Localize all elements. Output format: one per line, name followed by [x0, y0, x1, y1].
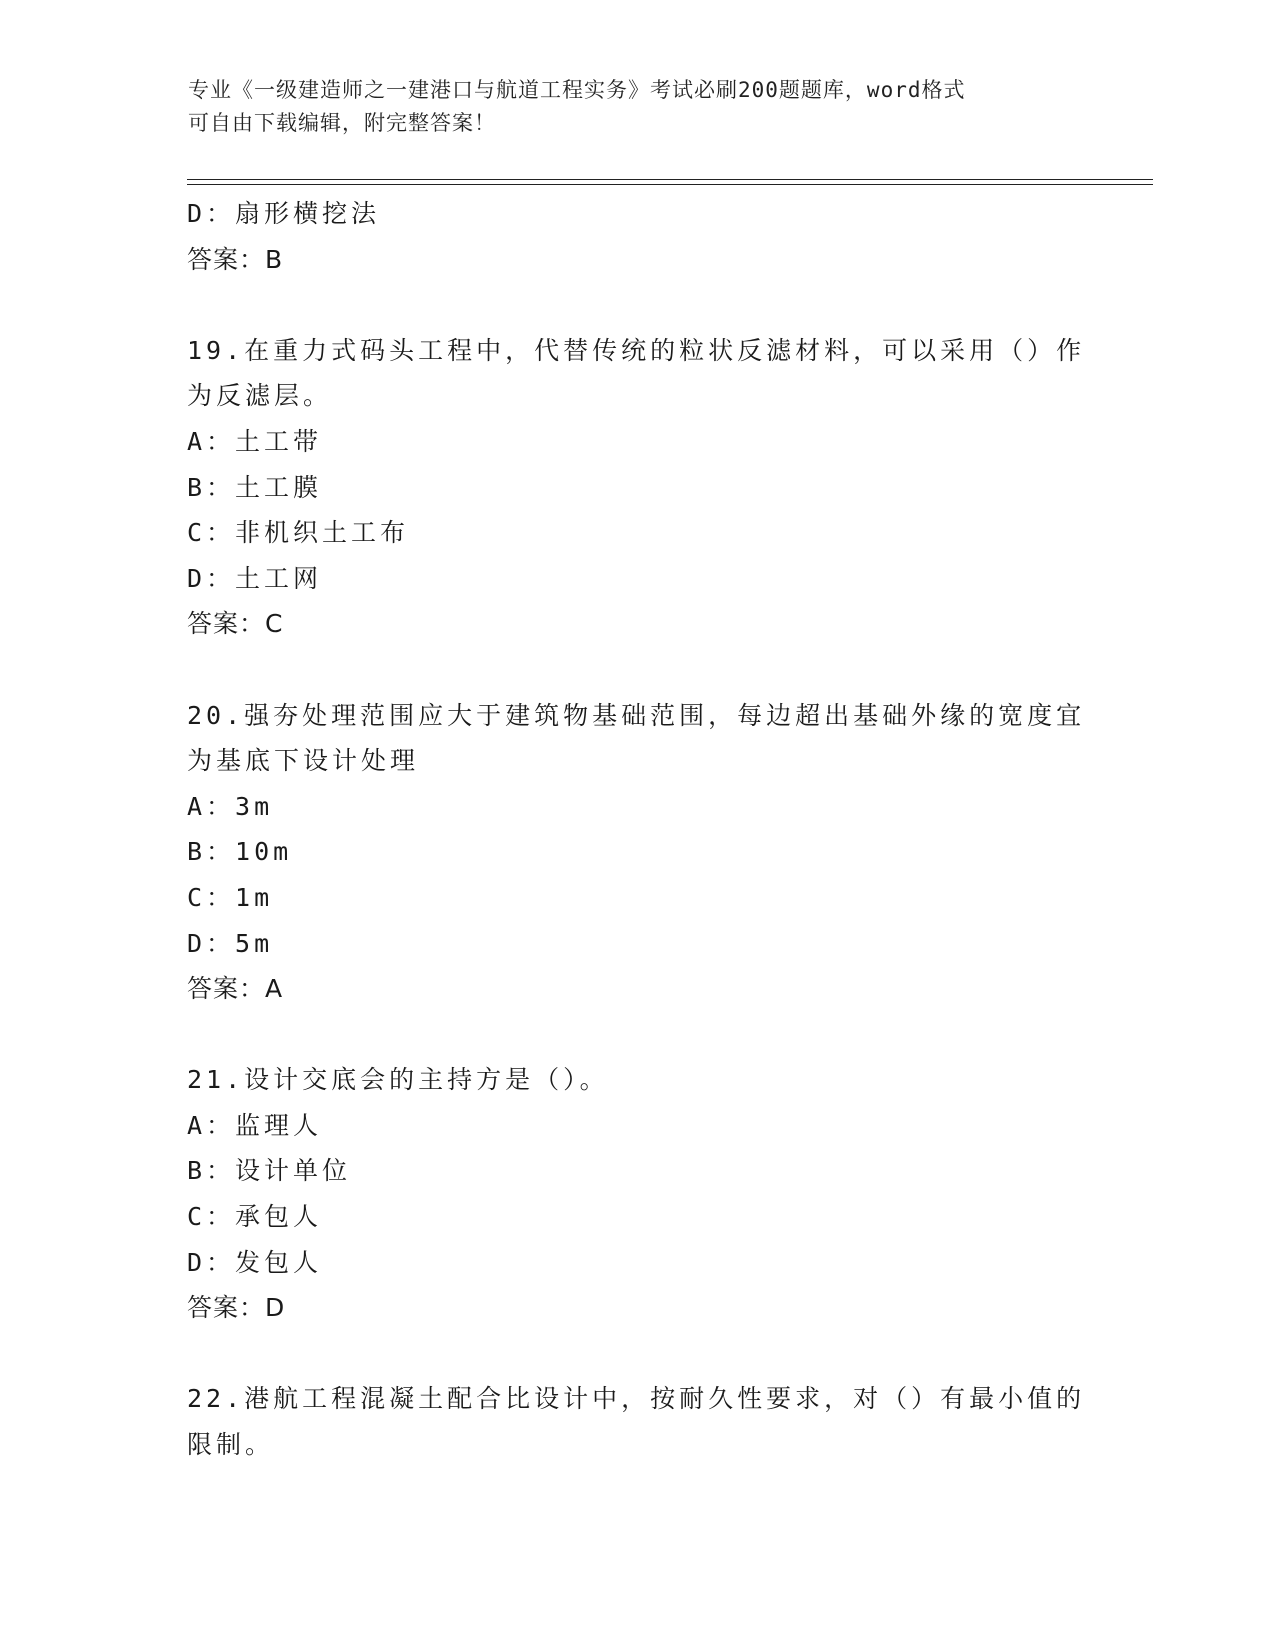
- previous-question-tail: [187, 191, 1087, 282]
- option-d: D：土工网: [187, 563, 323, 593]
- answer: 答案：B: [187, 244, 284, 274]
- question-stem: 为基底下设计处理: [187, 746, 420, 776]
- question-19: [187, 328, 1087, 647]
- header-rule-top: [187, 179, 1153, 180]
- question-stem: 20.强夯处理范围应大于建筑物基础范围，每边超出基础外缘的宽度宜: [187, 700, 1086, 730]
- spacer: [187, 282, 1087, 328]
- answer: 答案：A: [187, 974, 284, 1004]
- answer: 答案：D: [187, 1293, 286, 1323]
- question-stem: 为反滤层。: [187, 381, 333, 411]
- option-a: A：3m: [187, 791, 274, 821]
- option-d: D：发包人: [187, 1247, 323, 1277]
- header-rule-bottom: [187, 184, 1153, 185]
- option-b: B：土工膜: [187, 472, 323, 502]
- header-title-line-2: 可自由下载编辑，附完整答案！: [188, 111, 496, 135]
- spacer: [187, 1331, 1087, 1377]
- question-20: [187, 693, 1087, 1012]
- option-c: C：非机织土工布: [187, 518, 410, 548]
- question-list: [187, 191, 1087, 1468]
- question-stem: 限制。: [187, 1430, 275, 1460]
- option-b: B：10m: [187, 837, 293, 867]
- option-b: B：设计单位: [187, 1156, 352, 1186]
- question-21: [187, 1057, 1087, 1331]
- option-d: D：5m: [187, 928, 274, 958]
- document-header: [188, 74, 1088, 140]
- option-a: A：监理人: [187, 1110, 323, 1140]
- option-a: A：土工带: [187, 426, 323, 456]
- question-stem: 19.在重力式码头工程中，代替传统的粒状反滤材料，可以采用（）作: [187, 335, 1086, 365]
- header-title-line-1: 专业《一级建造师之一建港口与航道工程实务》考试必刷200题题库，word格式: [188, 78, 966, 102]
- question-stem: 22.港航工程混凝土配合比设计中，按耐久性要求，对（）有最小值的: [187, 1384, 1086, 1414]
- option-c: C：承包人: [187, 1202, 323, 1232]
- answer: 答案：C: [187, 609, 284, 639]
- spacer: [187, 647, 1087, 693]
- option-d: D：扇形横挖法: [187, 199, 381, 228]
- option-c: C：1m: [187, 882, 274, 912]
- question-22: [187, 1376, 1087, 1467]
- spacer: [187, 1012, 1087, 1058]
- question-stem: 21.设计交底会的主持方是（）。: [187, 1065, 609, 1095]
